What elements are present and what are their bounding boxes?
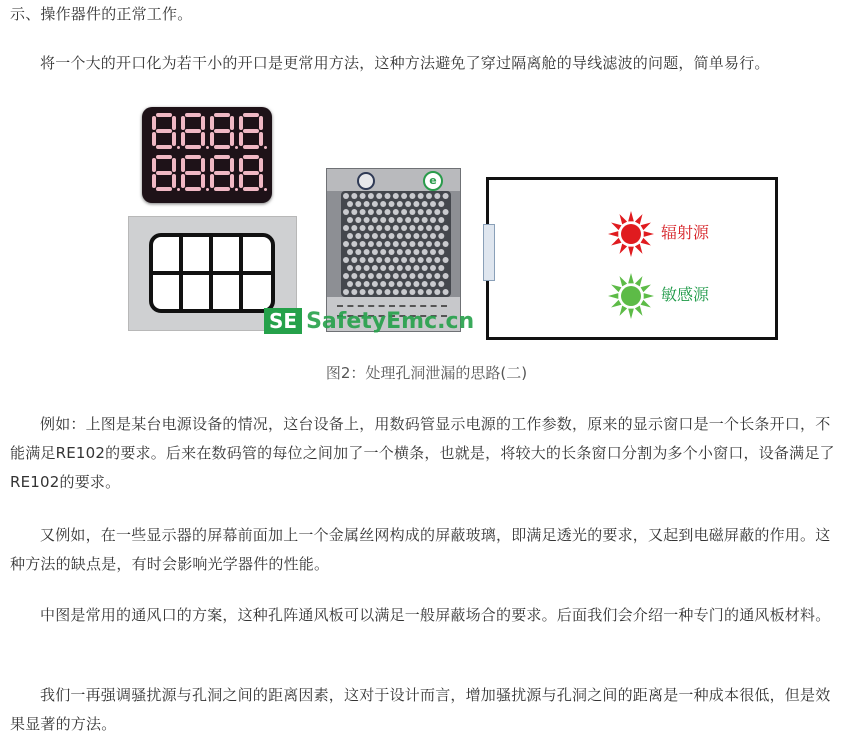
seven-segment-digit (239, 113, 263, 149)
shielded-box-diagram (486, 177, 778, 340)
seven-segment-digit (181, 155, 205, 191)
watermark-badge: SE (264, 308, 302, 334)
seven-segment-digit (152, 155, 176, 191)
seven-segment-digit (152, 113, 176, 149)
radiation-source-icon (607, 210, 655, 258)
seven-segment-digit (210, 155, 234, 191)
seven-segment-digit (181, 113, 205, 149)
seven-segment-digit (239, 155, 263, 191)
paragraph-vent: 中图是常用的通风口的方案，这种孔阵通风板可以满足一般屏蔽场合的要求。后面我们会介绍一种专门的通风板材料。 (40, 606, 831, 624)
paragraph-split-openings: 将一个大的开口化为若干小的开口是更常用方法，这种方法避免了穿过隔离舱的导线滤波的问题，简单易行。 (40, 54, 770, 72)
honeycomb-vent (341, 191, 451, 297)
figure-caption: 图2：处理孔洞泄漏的思路(二) (325, 364, 528, 382)
paragraph-example-digits: 例如：上图是某台电源设备的情况，这台设备上，用数码管显示电源的工作参数，原来的显示窗口是一个长条开口，不能满足RE102的要求。后来在数码管的每位之间加了一个横条，也就是，将较大的长条窗口分割为多个小窗口，设备满足了RE102的要求。 (10, 415, 835, 491)
watermark (264, 305, 474, 337)
seven-segment-digit (210, 113, 234, 149)
aperture-gasket (483, 224, 495, 281)
e-logo-icon: e (423, 171, 443, 191)
radiation-source-label: 辐射源 (661, 223, 710, 242)
sensitive-source-label: 敏感源 (661, 285, 710, 304)
paragraph-distance: 我们一再强调骚扰源与孔洞之间的距离因素，这对于设计而言，增加骚扰源与孔洞之间的距离是一种成本很低，但是效果显著的方法。 (10, 686, 831, 733)
paragraph-example-mesh: 又例如，在一些显示器的屏幕前面加上一个金属丝网构成的屏蔽玻璃，即满足透光的要求，又起到电磁屏蔽的作用。这种方法的缺点是，有时会影响光学器件的性能。 (10, 526, 831, 573)
ring-icon (357, 172, 375, 190)
seven-segment-display-image (142, 107, 272, 203)
divided-window-frame (149, 233, 275, 313)
paragraph-intro-tail: 示、操作器件的正常工作。 (10, 5, 193, 23)
sensitive-source-icon (607, 272, 655, 320)
watermark-text: SafetyEmc.cn (306, 308, 475, 334)
